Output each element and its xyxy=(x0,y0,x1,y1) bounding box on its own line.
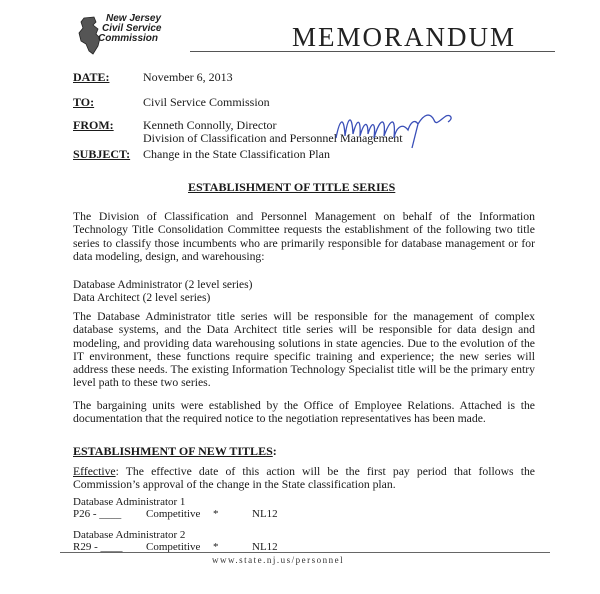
effective-label: Effective xyxy=(73,465,116,478)
effective-text: : The effective date of this action will be the first pay period that follows the Commission’s approval of the change in the State classification plan. xyxy=(73,465,535,492)
title-1-unit: NL12 xyxy=(252,508,278,520)
title-1-mark: * xyxy=(213,508,219,520)
section-heading-title-series: ESTABLISHMENT OF TITLE SERIES xyxy=(188,180,396,194)
from-line-1: Kenneth Connolly, Director xyxy=(143,118,277,132)
to-label: TO: xyxy=(73,95,95,109)
title-2-name: Database Administrator 2 xyxy=(73,529,186,541)
title-2-unit: NL12 xyxy=(252,541,278,553)
title-1-type: Competitive xyxy=(146,508,201,520)
date-value: November 6, 2013 xyxy=(143,70,233,84)
paragraph-effective xyxy=(73,465,535,492)
date-label: DATE: xyxy=(73,70,110,84)
subject-value: Change in the State Classification Plan xyxy=(143,147,330,161)
title-2-code: R29 - ____ xyxy=(73,541,123,553)
from-line-2: Division of Classification and Personnel Management xyxy=(143,131,403,145)
logo-line-2: Civil Service xyxy=(102,23,162,34)
logo-line-3: Commission xyxy=(98,33,159,44)
series-item-1: Database Administrator (2 level series) xyxy=(73,279,253,291)
memo-title: MEMORANDUM xyxy=(292,22,517,52)
signature xyxy=(330,108,460,150)
subject-label: SUBJECT: xyxy=(73,147,131,161)
title-1-code: P26 - ____ xyxy=(73,508,122,520)
to-value: Civil Service Commission xyxy=(143,95,270,109)
series-item-2: Data Architect (2 level series) xyxy=(73,292,211,304)
paragraph-description: The Database Administrator title series will be responsible for the management of complex database systems, and the Data Architect title series will be responsible for data design and modeling, and providing data warehousing solutions in state agencies. Due to the evolution of the IT environment, these functions require specific training and experience; the new series will address these needs. The existing Information Technology Specialist title will be the primary entry level path to these two series. xyxy=(73,310,535,390)
title-2-type: Competitive xyxy=(146,541,201,553)
title-2-mark: * xyxy=(213,541,219,553)
paragraph-bargaining: The bargaining units were established by the Office of Employee Relations. Attached is the documentation that the required notice to the negotiation representatives has been made. xyxy=(73,399,535,426)
logo-text xyxy=(98,13,162,44)
footer-rule xyxy=(60,552,550,553)
new-titles-heading-text: ESTABLISHMENT OF NEW TITLES xyxy=(73,444,273,458)
section-heading-new-titles xyxy=(73,444,277,459)
from-label: FROM: xyxy=(73,118,114,132)
paragraph-intro: The Division of Classification and Personnel Management on behalf of the Information Technology Title Consolidation Committee requests the establishment of the following two title series to classify those incumbents who are primarily responsible for database management or for data modeling, design, and warehousing: xyxy=(73,210,535,263)
new-titles-heading-colon: : xyxy=(272,444,277,458)
nj-civil-service-logo xyxy=(76,12,176,58)
header-rule xyxy=(190,51,555,52)
logo-line-1: New Jersey xyxy=(106,13,162,24)
footer-url: www.state.nj.us/personnel xyxy=(212,555,345,565)
title-1-name: Database Administrator 1 xyxy=(73,496,186,508)
